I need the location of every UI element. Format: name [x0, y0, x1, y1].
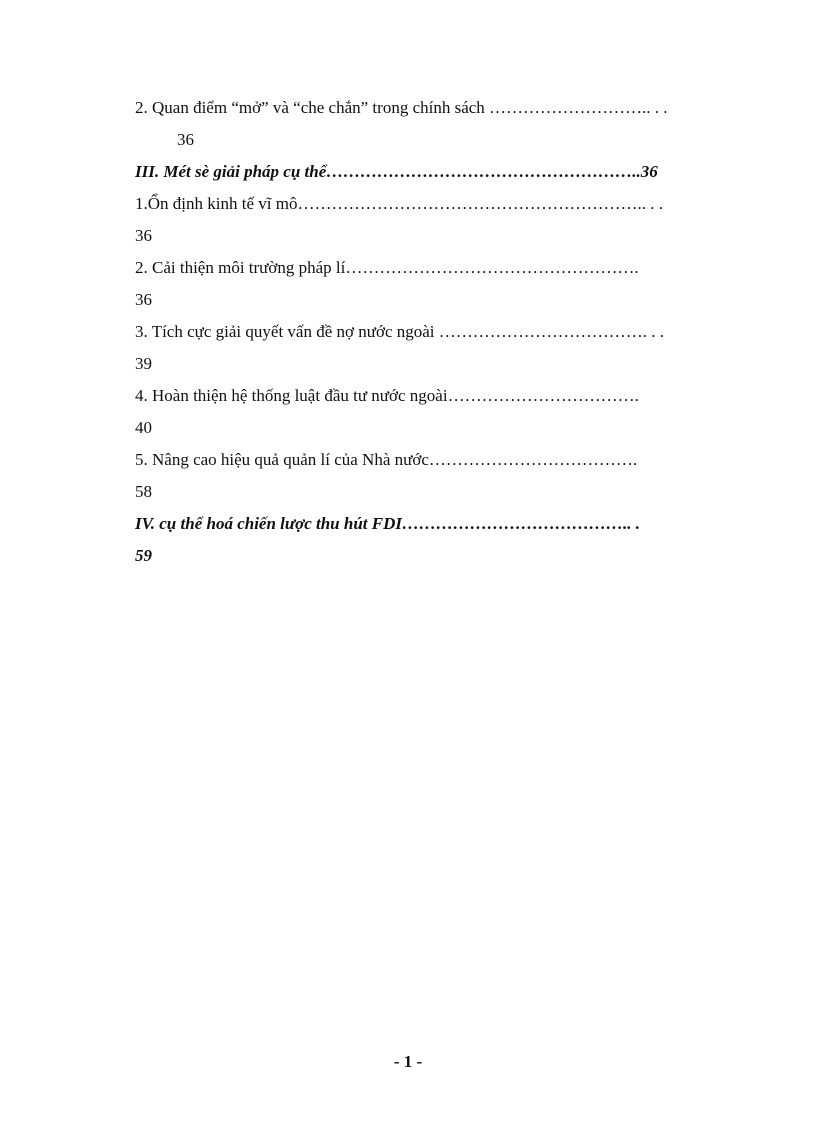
toc-entry-page-number: 36 [135, 290, 152, 309]
toc-entry-text[interactable]: 5. Nâng cao hiệu quả quản lí của Nhà nước………………………………. [135, 450, 638, 469]
page-number-footer: - 1 - [393, 1052, 423, 1071]
toc-entry-text[interactable]: 4. Hoàn thiện hệ thống luật đầu tư nước ngoài……………………………. [135, 386, 639, 405]
toc-entry-page-number: 36 [135, 226, 152, 245]
toc-entry-text[interactable]: 1.Ổn định kinh tế vĩ mô…………………………………………………….. . . [135, 194, 663, 213]
toc-section-heading[interactable]: III. Mét sè giải pháp cụ thể………………………………………………..36 [135, 162, 658, 181]
toc-entry-text[interactable]: 3. Tích cực giải quyết vấn đề nợ nước ngoài ………………………………. . . [135, 322, 665, 341]
toc-entry-page-number: 40 [135, 418, 152, 437]
toc-entry-page-number: 39 [135, 354, 152, 373]
toc-entry-page-number: 58 [135, 482, 152, 501]
table-of-contents [135, 92, 737, 572]
toc-section-page-number: 59 [135, 546, 152, 565]
toc-entry-text[interactable]: 2. Cải thiện môi trường pháp lí……………………………………………. [135, 258, 639, 277]
toc-section-heading[interactable]: IV. cụ thể hoá chiến lược thu hút FDI………………………………….. . [135, 514, 640, 533]
toc-entry-page-number: 36 [177, 130, 194, 149]
toc-entry-text[interactable]: 2. Quan điểm “mở” và “che chắn” trong chính sách ……………………….. . . [135, 98, 668, 117]
